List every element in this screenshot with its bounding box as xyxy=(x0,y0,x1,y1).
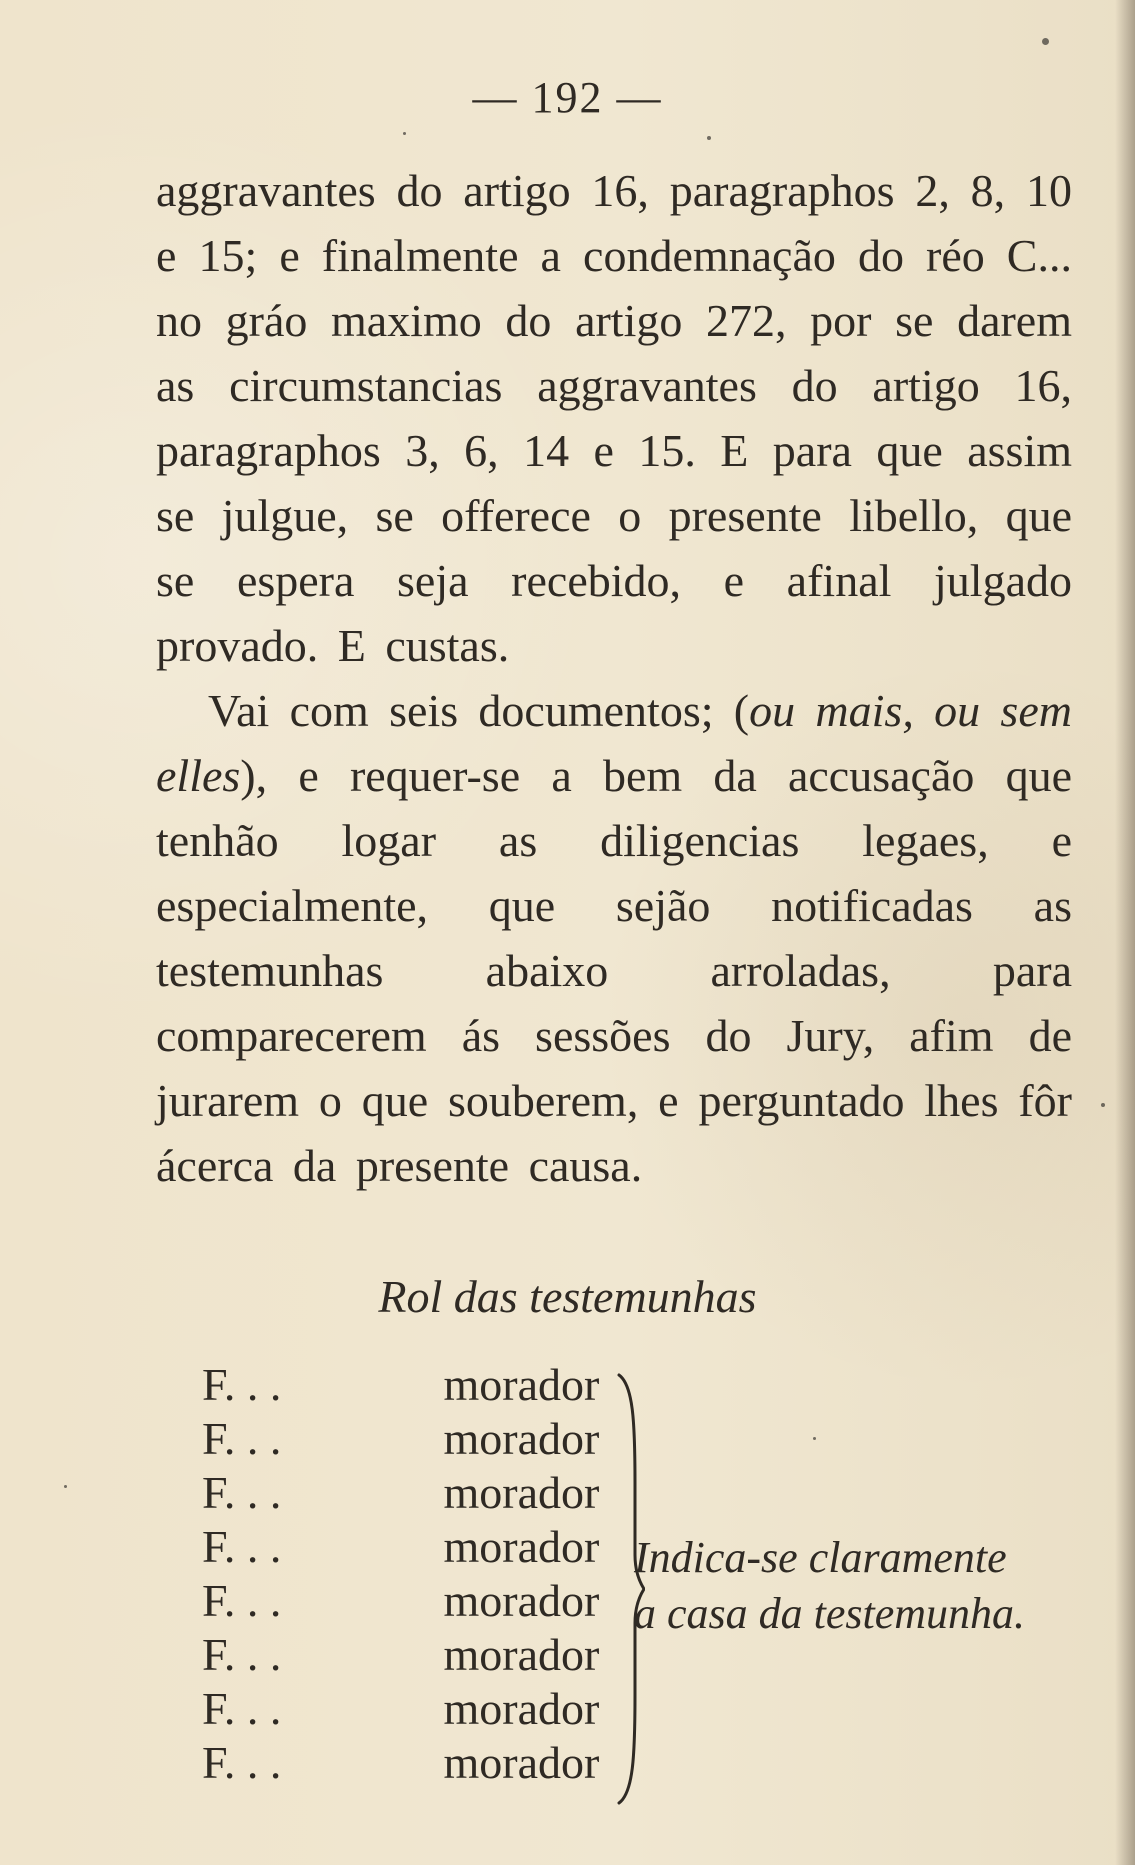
paragraph-2-part-1: Vai com seis documentos; ( xyxy=(208,685,750,736)
witness-row xyxy=(202,1682,632,1736)
witness-label: morador xyxy=(443,1737,600,1788)
bracket-note-line-1: Indica-se claramente xyxy=(634,1533,1007,1582)
witness-row xyxy=(202,1358,632,1412)
witness-row xyxy=(202,1736,632,1790)
page-edge-shadow xyxy=(1115,0,1135,1865)
ink-speck xyxy=(1042,38,1049,45)
witness-row xyxy=(202,1628,632,1682)
paragraph-2 xyxy=(156,678,1072,1198)
bracket-note-line-2: a casa da testemunha. xyxy=(634,1589,1026,1638)
witness-name: F. . . xyxy=(202,1683,282,1734)
witness-label: morador xyxy=(443,1575,600,1626)
ink-speck xyxy=(1101,1103,1105,1107)
witness-label: morador xyxy=(443,1683,600,1734)
witness-list xyxy=(202,1358,632,1790)
ink-speck xyxy=(64,1485,67,1488)
witness-label: morador xyxy=(443,1629,600,1680)
witness-row xyxy=(202,1574,632,1628)
paragraph-1: aggravantes do artigo 16, paragraphos 2, 8, 10 e 15; e finalmente a condemnação do réo C... no gráo maximo do artigo 272, por se darem as circumstancias aggravantes do artigo 16, paragraphos 3, 6, 14 e 15. E para que assim se julgue, se offerece o presente libello, que se espera seja recebido, e afinal julgado provado. E custas. xyxy=(156,165,1072,671)
ink-speck xyxy=(403,132,406,135)
witness-name: F. . . xyxy=(202,1575,282,1626)
main-text-block xyxy=(156,158,1072,1198)
ink-speck xyxy=(813,1437,816,1440)
witness-name: F. . . xyxy=(202,1359,282,1410)
witness-label: morador xyxy=(443,1359,600,1410)
witness-row xyxy=(202,1466,632,1520)
ink-speck xyxy=(707,136,711,140)
bracket-note xyxy=(634,1530,1094,1642)
page-number: — 192 — xyxy=(472,73,663,122)
witness-name: F. . . xyxy=(202,1629,282,1680)
witness-label: morador xyxy=(443,1413,600,1464)
witness-name: F. . . xyxy=(202,1737,282,1788)
witness-name: F. . . xyxy=(202,1413,282,1464)
paragraph-2-part-2: ), e requer-se a bem da accusação que tenhão logar as diligencias legaes, e especialmente, que sejão notificadas as testemunhas abaixo arroladas, para comparecerem ás sessões do Jury, afim de jurarem o que souberem, e perguntado lhes fôr ácerca da presente causa. xyxy=(156,750,1072,1191)
witness-row xyxy=(202,1412,632,1466)
witness-name: F. . . xyxy=(202,1467,282,1518)
witness-name: F. . . xyxy=(202,1521,282,1572)
rol-title: Rol das testemunhas xyxy=(378,1271,757,1322)
witness-label: morador xyxy=(443,1521,600,1572)
witness-label: morador xyxy=(443,1467,600,1518)
witness-row xyxy=(202,1520,632,1574)
paragraph-2-italic: ou mais, ou sem elles xyxy=(156,685,1072,801)
